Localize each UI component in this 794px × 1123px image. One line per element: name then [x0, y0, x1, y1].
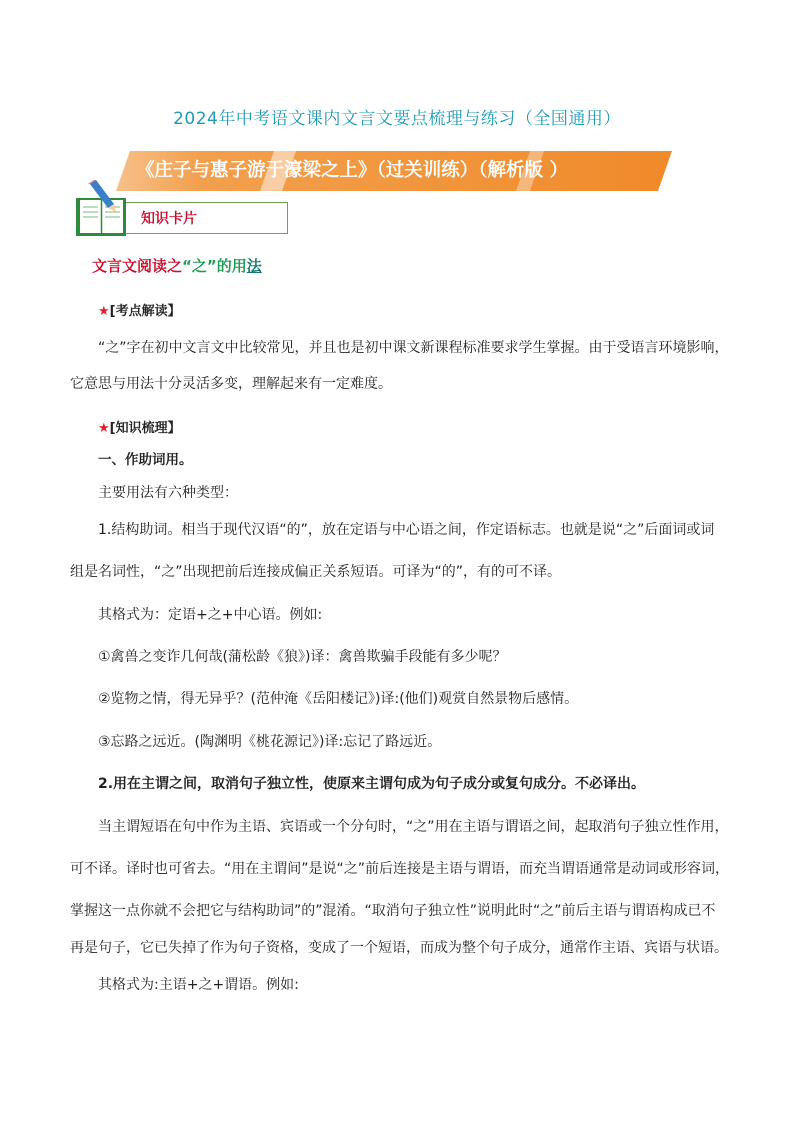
- format1: 其格式为：定语+之+中心语。例如:: [98, 607, 323, 623]
- example-3: ③忘路之远近。(陶渊明《桃花源记》)译:忘记了路远近。: [98, 734, 442, 750]
- zhishi-heading: [98, 417, 181, 436]
- item2-line-4: 再是句子，它已失掉了作为句子资格，变成了一个短语，而成为整个句子成分，通常作主语、宾语与状语。: [70, 940, 728, 956]
- card-tag: [124, 202, 288, 234]
- section-title-prefix: 文言文阅读之: [92, 257, 183, 275]
- section-title-green: 的用: [216, 257, 247, 275]
- section-title-end: 法: [246, 257, 262, 275]
- page-title: 2024年中考语文课内文言文要点梳理与练习（全国通用）: [173, 109, 621, 129]
- kaodian-heading: [98, 300, 181, 319]
- part1-title: 一、作助词用。: [98, 452, 193, 468]
- knowledge-card: [72, 180, 222, 242]
- item2-title: 2.用在主谓之间，取消句子独立性，使原来主谓句成为句子成分或复句成分。不必译出。: [98, 776, 646, 792]
- intro-line-2: 它意思与用法十分灵活多变，理解起来有一定难度。: [70, 376, 392, 392]
- item2-line-2: 可不译。译时也可省去。“用在主谓间”是说“之”前后连接是主语与谓语，而充当谓语通常是动词或形容词，: [70, 861, 730, 877]
- section-title: [92, 255, 262, 276]
- intro-line-1: “之”字在初中文言文中比较常见，并且也是初中课文新课程标准要求学生掌握。由于受语言环境影响，: [98, 340, 729, 356]
- example-2: ②览物之情，得无异乎？(范仲淹《岳阳楼记》)译:(他们)观赏自然景物后感情。: [98, 691, 579, 707]
- item2-line-1: 当主谓短语在句中作为主语、宾语或一个分句时，“之”用在主语与谓语之间，起取消句子独立性作用，: [98, 819, 729, 835]
- item2-line-3: 掌握这一点你就不会把它与结构助词”的”混淆。“取消句子独立性”说明此时“之”前后主语与谓语构成已不: [70, 903, 716, 919]
- example-1: ①禽兽之变诈几何哉(蒲松龄《狼》)译：禽兽欺骗手段能有多少呢？: [98, 649, 507, 665]
- card-label: 知识卡片: [141, 211, 197, 227]
- zhishi-label: [知识梳理】: [109, 421, 181, 436]
- section-title-quoted: “之”: [182, 257, 217, 275]
- item1-line-1: 1.结构助词。相当于现代汉语“的”，放在定语与中心语之间，作定语标志。也就是说“之”后面词或词: [98, 522, 715, 538]
- format2: 其格式为:主语+之+谓语。例如:: [98, 977, 299, 993]
- main-usage: 主要用法有六种类型：: [98, 485, 238, 501]
- banner-title: 《庄子与惠子游于濠梁之上》（过关训练）（解析版 ）: [136, 160, 568, 181]
- book-pencil-icon: [72, 180, 132, 242]
- star-icon: ★: [98, 421, 110, 436]
- star-icon: ★: [98, 304, 110, 319]
- kaodian-label: [考点解读】: [109, 304, 181, 319]
- item1-line-2: 组是名词性，“之”出现把前后连接成偏正关系短语。可译为“的”，有的可不译。: [70, 564, 562, 580]
